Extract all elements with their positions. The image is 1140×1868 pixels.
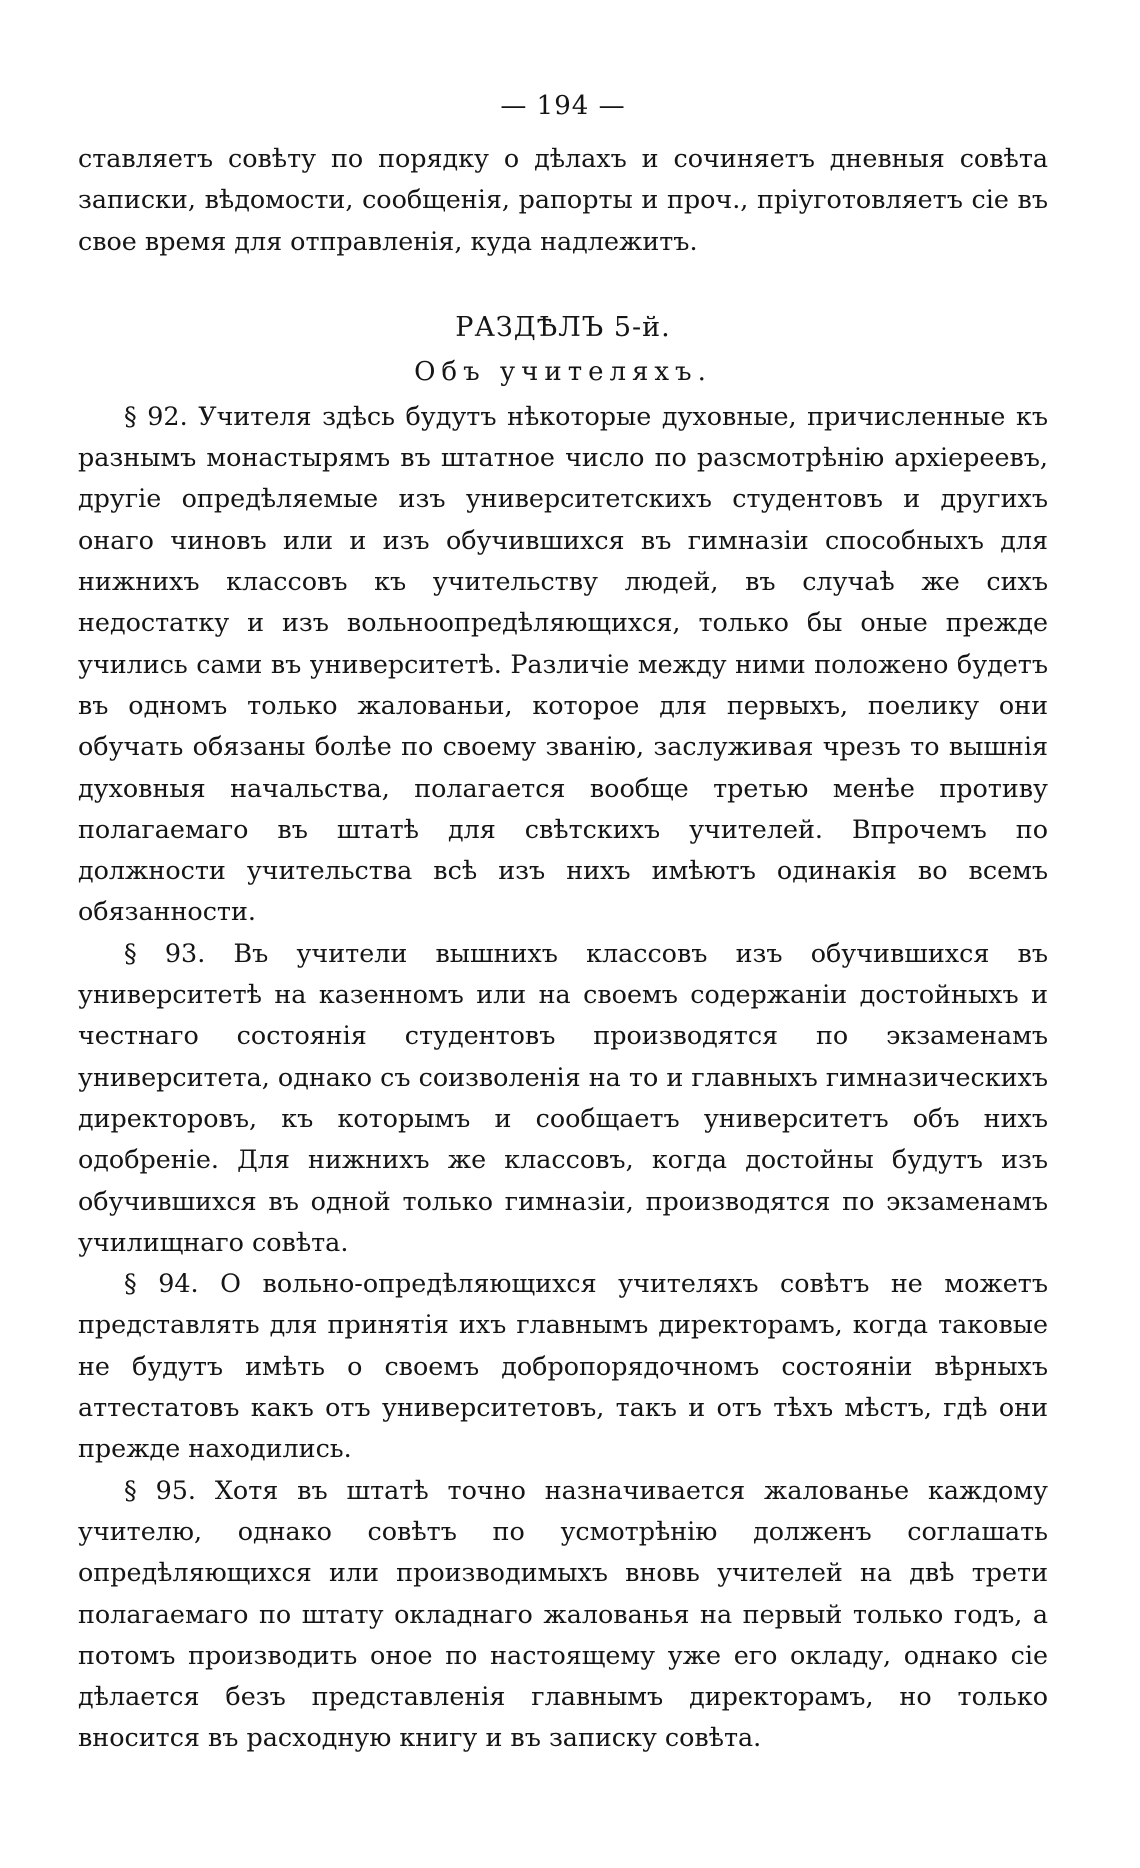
paragraph-93 <box>78 933 1048 1263</box>
paragraph-text: Учителя здѣсь будутъ нѣкоторые духовные, причисленные къ разнымъ монастырямъ въ штатное число по разсмотрѣнію архіереевъ, другіе опредѣляемые изъ университетскихъ студентовъ и другихъ онаго чиновъ или и изъ обучившихся въ гимназіи способныхъ для нижнихъ классовъ къ учительству людей, въ случаѣ же сихъ недостатку и изъ вольноопредѣляющихся, только бы оные прежде учились сами въ университетѣ. Различіе между ними положено будетъ въ одномъ только жалованьи, которое для первыхъ, поелику они обучать обязаны болѣе по своему званію, заслуживая чрезъ то вышнія духовныя начальства, полагается вообще третью менѣе противу полагаемаго въ штатѣ для свѣтскихъ учителей. Впрочемъ по должности учительства всѣ изъ нихъ имѣютъ одинакія во всемъ обязанности. <box>78 400 1048 927</box>
intro-paragraph: ставляетъ совѣту по порядку о дѣлахъ и сочиняетъ дневныя совѣта записки, вѣдомости, сообщенія, рапорты и проч., пріуготовляетъ сіе въ свое время для отправленія, куда надлежитъ. <box>78 143 1048 256</box>
paragraph-number: § 92. <box>124 400 188 431</box>
paragraph-95 <box>78 1470 1048 1759</box>
paragraph-text: О вольно-опредѣляющихся учителяхъ совѣтъ не можетъ представлять для принятія ихъ главнымъ директорамъ, когда таковые не будутъ имѣть о своемъ добропорядочномъ состояніи вѣрныхъ аттестатовъ какъ отъ университетовъ, такъ и отъ тѣхъ мѣстъ, гдѣ они прежде находились. <box>78 1268 1048 1464</box>
section-heading: РАЗДѢЛЪ 5-й. <box>455 311 671 343</box>
paragraph-number: § 95. <box>124 1474 196 1505</box>
paragraph-text: Въ учители вышнихъ классовъ изъ обучившихся въ университетѣ на казенномъ или на своемъ содержаніи достойныхъ и честнаго состоянія студентовъ производятся по экзаменамъ университета, однако съ соизволенія на то и главныхъ гимназическихъ директоровъ, къ которымъ и сообщаетъ университетъ объ нихъ одобреніе. Для нижнихъ же классовъ, когда достойны будутъ изъ обучившихся въ одной только гимназіи, производятся по экзаменамъ училищнаго совѣта. <box>78 937 1048 1257</box>
section-subtitle: Объ учителяхъ. <box>414 356 712 387</box>
page-number: — 194 — <box>500 91 626 121</box>
paragraph-number: § 94. <box>124 1268 199 1299</box>
paragraph-number: § 93. <box>124 937 206 968</box>
document-page <box>78 88 1048 1759</box>
paragraph-text: Хотя въ штатѣ точно назначивается жалованье каждому учителю, однако совѣтъ по усмотрѣнію долженъ соглашать опредѣляющихся или производимыхъ вновь учителей на двѣ трети полагаемаго по штату окладнаго жалованья на первый только годъ, а потомъ производить оное по настоящему уже его окладу, однако сіе дѣлается безъ представленія главнымъ директорамъ, но только вносится въ расходную книгу и въ записку совѣта. <box>78 1474 1049 1753</box>
paragraph-94 <box>78 1263 1048 1469</box>
paragraph-92 <box>78 396 1048 933</box>
